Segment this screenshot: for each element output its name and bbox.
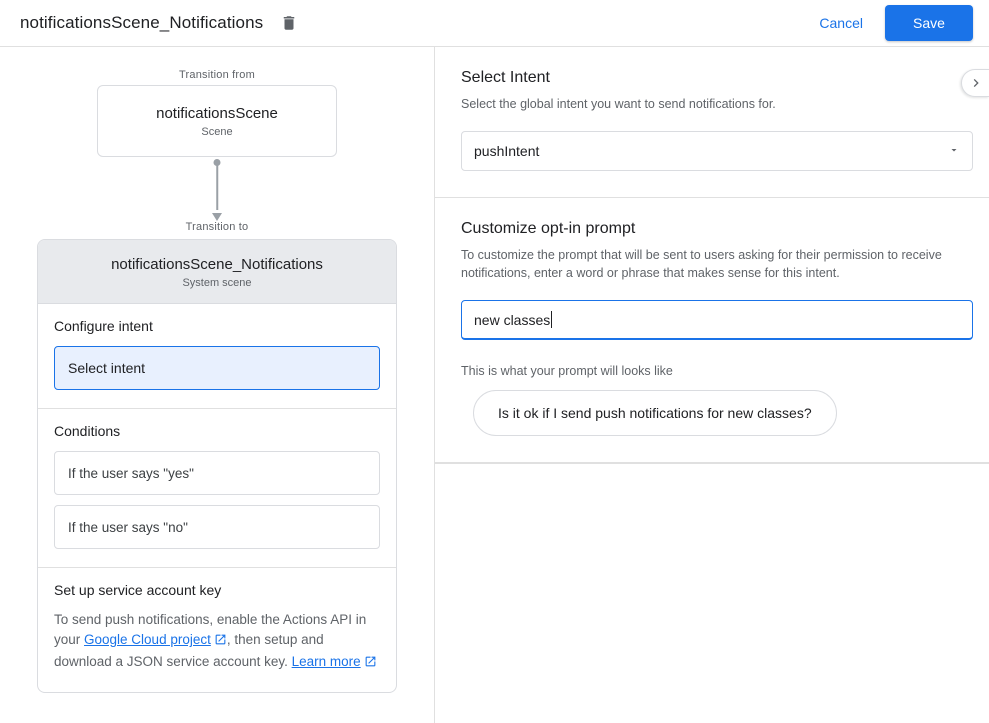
select-intent-section <box>435 47 989 198</box>
section-divider <box>435 463 989 464</box>
collapse-panel-button[interactable] <box>961 69 989 97</box>
transition-graph <box>0 47 434 693</box>
service-account-text-2: , then setup and download a JSON service account key. <box>54 632 324 669</box>
node-from-name: notificationsScene <box>156 104 278 122</box>
select-intent-description: Select the global intent you want to send notifications for. <box>461 97 776 111</box>
service-account-text-1: To send push notifications, enable the Actions API in your <box>54 612 367 647</box>
transition-arrow <box>207 159 227 221</box>
service-account-title: Set up service account key <box>54 582 222 598</box>
node-to-name: notificationsScene_Notifications <box>111 256 323 273</box>
page-title: notificationsScene_Notifications <box>20 13 264 32</box>
node-to-type: System scene <box>182 277 252 289</box>
chevron-right-icon <box>968 75 984 91</box>
transition-to-label: Transition to <box>185 221 249 233</box>
select-intent-chip[interactable]: Select intent <box>54 346 380 390</box>
learn-more-link[interactable]: Learn more <box>291 654 361 669</box>
top-toolbar <box>0 0 989 47</box>
content-area <box>0 47 989 723</box>
scene-graph-pane <box>0 47 435 723</box>
google-cloud-project-link[interactable]: Google Cloud project <box>84 632 211 647</box>
opt-in-input[interactable] <box>461 300 973 340</box>
external-link-icon <box>364 654 377 674</box>
transition-from-label: Transition from <box>179 69 255 81</box>
save-button[interactable]: Save <box>885 5 973 41</box>
arrow-head-icon <box>212 213 222 221</box>
delete-button[interactable] <box>273 7 305 39</box>
external-link-icon <box>214 632 227 652</box>
preview-hint: This is what your prompt will looks like <box>461 364 673 378</box>
text-cursor <box>551 311 552 328</box>
cancel-button[interactable]: Cancel <box>807 7 875 39</box>
system-scene-card <box>37 239 397 693</box>
details-pane <box>435 47 989 723</box>
intent-select-value: pushIntent <box>474 143 540 159</box>
node-from-type: Scene <box>201 125 233 138</box>
chevron-down-icon <box>948 143 960 159</box>
configure-intent-section <box>38 304 396 409</box>
condition-row[interactable]: If the user says "no" <box>54 505 380 549</box>
arrow-line <box>216 164 218 210</box>
configure-intent-title: Configure intent <box>54 318 153 334</box>
conditions-section <box>38 409 396 568</box>
intent-select[interactable] <box>461 131 973 171</box>
node-transition-from[interactable] <box>97 85 337 157</box>
prompt-preview-bubble: Is it ok if I send push notifications for new classes? <box>473 390 837 436</box>
opt-in-description: To customize the prompt that will be sent to users asking for their permission to receive notifications, enter a word or phrase that makes sense for this intent. <box>461 248 942 280</box>
opt-in-prompt-section <box>435 198 989 463</box>
opt-in-input-value: new classes <box>474 311 551 328</box>
condition-row[interactable]: If the user says "yes" <box>54 451 380 495</box>
service-account-section <box>38 568 396 692</box>
conditions-title: Conditions <box>54 423 121 439</box>
opt-in-heading: Customize opt-in prompt <box>461 220 636 237</box>
select-intent-heading: Select Intent <box>461 69 550 86</box>
service-account-note <box>54 610 380 674</box>
trash-icon <box>280 14 298 32</box>
system-scene-header[interactable] <box>38 240 396 304</box>
